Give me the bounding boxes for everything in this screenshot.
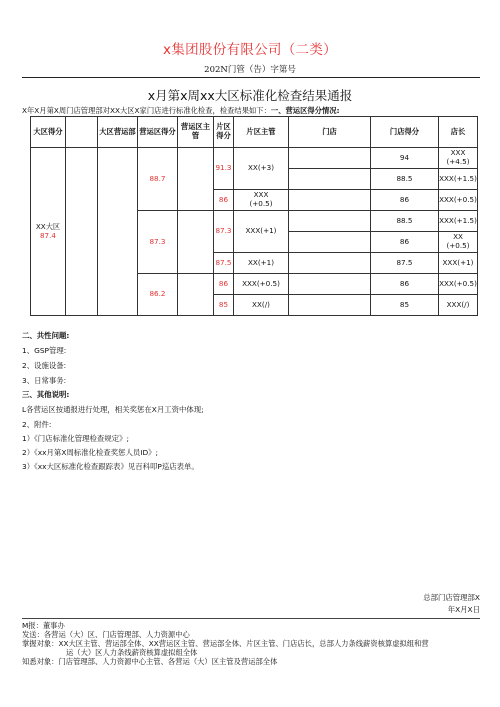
header-cell: 片区主管	[234, 117, 289, 148]
header-cell: 店长	[439, 117, 478, 148]
attachment-2: 2）《xx月第X周标准化检查奖惩人员ID》;	[22, 448, 159, 457]
region-ops-dept-cell	[98, 148, 138, 316]
store-manager: XX (+0.5)	[439, 232, 478, 253]
ops-area-score: 87.3	[138, 211, 178, 274]
header-divider	[22, 77, 480, 78]
footer-cc: 掌握对象：XX大区主管、营运部全体、XX营运区主管、营运部全体、片区主管、门店店长，总部人力条线薪资核算虚拟组和营	[22, 639, 429, 649]
section1-heading: 一、营运区得分情况:	[270, 106, 340, 115]
store-manager: XXX(+0.5)	[439, 274, 478, 295]
district-manager: XXX(+0.5)	[234, 274, 289, 295]
district-score: 91.3	[214, 148, 234, 190]
org-name: x集团股份有限公司（二类）	[163, 42, 337, 58]
store-score: 85	[371, 295, 439, 316]
header-cell: 门店得分	[371, 117, 439, 148]
score-table	[30, 116, 478, 316]
district-score: 86	[214, 274, 234, 295]
store-manager: XXX(+1)	[439, 253, 478, 274]
store-name	[289, 148, 371, 169]
store-manager: XXX(+0.5)	[439, 190, 478, 211]
store-name	[289, 211, 371, 232]
footer-send: 发送：各营运（大）区、门店管理部、人力资源中心	[22, 630, 190, 640]
footer-notice: 知悉对象：门店管理部、人力资源中心主管、各营运（大）区主管及营运部全体	[22, 657, 278, 667]
store-score: 88.5	[371, 169, 439, 190]
district-manager: XXX(+1)	[234, 211, 289, 253]
store-name	[289, 253, 371, 274]
header-cell	[66, 117, 98, 148]
store-name	[289, 169, 371, 190]
header-cell: 片区得分	[214, 117, 234, 148]
store-manager: XXX(+1.5)	[439, 211, 478, 232]
region-score: 87.4	[39, 230, 56, 240]
footer-block	[22, 621, 482, 667]
doc-number: 202N门管（告）字第号	[204, 65, 296, 75]
empty-cell	[66, 148, 98, 316]
note-handling: L各营运区按通报进行处理，相关奖惩在X月工资中体现;	[22, 405, 204, 414]
ops-area-manager	[178, 211, 214, 274]
issue-daily: 3、日常事务:	[22, 376, 67, 385]
issue-gsp: 1、GSP管理:	[22, 346, 67, 355]
store-score: 86	[371, 232, 439, 253]
intro-line	[22, 106, 340, 116]
store-name	[289, 232, 371, 253]
district-manager: XX(/)	[234, 295, 289, 316]
issue-facilities: 2、设施设备:	[22, 361, 67, 370]
signature-dept: 总部门店管理部X	[423, 593, 480, 602]
note-attachments: 2、附件:	[22, 420, 52, 429]
intro-text: X年X月第X周门店管理部对XX大区X家门店进行标准化检查，检查结果如下：	[22, 106, 271, 115]
section3-heading: 三、其他说明:	[22, 390, 70, 399]
attachment-3: 3）《xx大区标准化检查跟踪表》见百科叩P巡店表单。	[22, 462, 199, 471]
header-cell: 门店	[289, 117, 371, 148]
store-name	[289, 190, 371, 211]
ops-area-manager	[178, 274, 214, 316]
store-manager: XXX(+1.5)	[439, 169, 478, 190]
store-score: 86	[371, 190, 439, 211]
ops-area-score: 86.2	[138, 274, 178, 316]
table-header-row	[31, 117, 478, 148]
region-cell	[31, 148, 66, 316]
table-row	[31, 148, 478, 169]
ops-area-manager	[178, 148, 214, 211]
ops-area-score: 88.7	[138, 148, 178, 211]
footer-divider	[22, 618, 480, 619]
header-cell: 大区得分	[31, 117, 66, 148]
store-score: 86	[371, 274, 439, 295]
district-manager: XXX (+0.5)	[234, 190, 289, 211]
signature-date: 年X月X日	[447, 605, 480, 614]
attachment-1: 1）《门店标准化管理检查规定》;	[22, 434, 129, 443]
store-score: 94	[371, 148, 439, 169]
store-score: 87.5	[371, 253, 439, 274]
table-body	[31, 117, 478, 316]
header-cell: 大区营运部	[98, 117, 138, 148]
store-name	[289, 274, 371, 295]
header-cell: 营运区主管	[178, 117, 214, 148]
page-title: x月第x周xx大区标准化检查结果通报	[147, 88, 353, 103]
footer-cc-cont: 运（大）区人力条线薪资核算虚拟组全体	[66, 648, 198, 658]
section2-heading: 二、共性问题:	[22, 331, 70, 340]
district-score: 86	[214, 190, 234, 211]
region-name: XX大区	[35, 221, 61, 231]
district-score: 85	[214, 295, 234, 316]
district-score: 87.3	[214, 211, 234, 253]
store-manager: XXX (+4.5)	[439, 148, 478, 169]
store-name	[289, 295, 371, 316]
store-manager: XXX(/)	[439, 295, 478, 316]
header-cell: 营运区得分	[138, 117, 178, 148]
district-manager: XX(+1)	[234, 253, 289, 274]
footer-report: M报：董事办	[22, 621, 65, 630]
district-score: 87.5	[214, 253, 234, 274]
store-score: 88.5	[371, 211, 439, 232]
district-manager: XX(+3)	[234, 148, 289, 190]
